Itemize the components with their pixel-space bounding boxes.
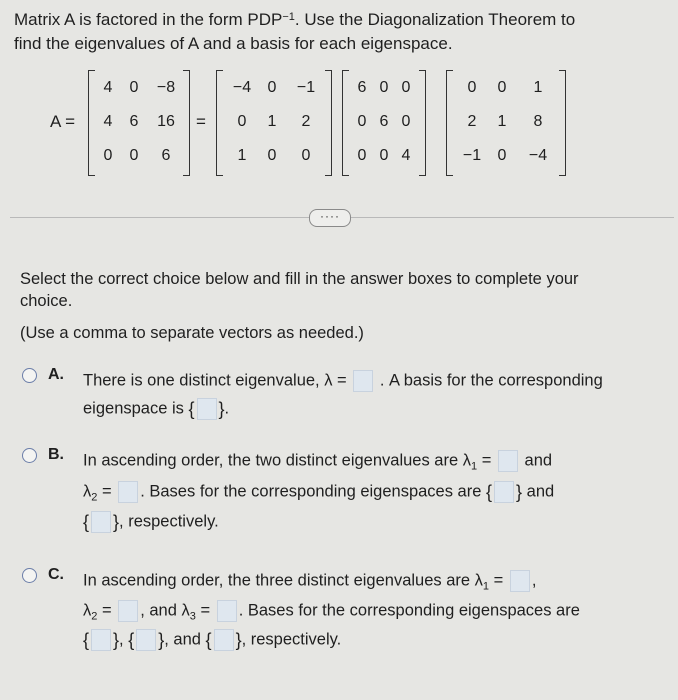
- matrix-cell: 0: [237, 113, 247, 130]
- choice-a-text: There is one distinct eigenvalue, λ =: [83, 371, 347, 390]
- choice-c-text: =: [195, 601, 211, 620]
- matrix-cell: 16: [157, 113, 175, 130]
- matrix-cell: 0: [379, 147, 389, 164]
- question-line2: find the eigenvalues of A and a basis for each eigenspace.: [14, 34, 453, 53]
- matrix-p: [216, 70, 332, 174]
- matrix-cell: 6: [161, 147, 171, 164]
- matrix-cell: 0: [497, 79, 507, 96]
- subscript: 3: [189, 610, 196, 623]
- matrix-cell: 0: [129, 79, 139, 96]
- subscript: 2: [91, 491, 98, 504]
- choice-a[interactable]: [20, 366, 670, 426]
- choice-a-letter: A.: [48, 366, 64, 383]
- choice-c-text: , respectively.: [241, 630, 342, 649]
- choice-c-lambda3-input[interactable]: [217, 600, 237, 622]
- choice-a-text: .: [224, 399, 230, 418]
- choice-b-text: λ: [83, 482, 92, 501]
- choice-b-text: , respectively.: [119, 512, 219, 531]
- brace-icon: }: [158, 629, 165, 650]
- choice-b[interactable]: [20, 446, 670, 538]
- choice-c-basis3-input[interactable]: [214, 629, 234, 651]
- matrix-cell: 2: [467, 113, 477, 130]
- choice-b-text: In ascending order, the two distinct eigenvalues are λ: [83, 451, 471, 470]
- matrix-equation: [0, 70, 678, 190]
- matrix-cell: 0: [467, 79, 477, 96]
- brace-icon: }: [516, 481, 523, 502]
- subscript: 2: [91, 610, 98, 623]
- choice-a-text: . A basis for the corresponding: [379, 371, 603, 390]
- choice-b-text: and: [526, 482, 555, 501]
- question-text: [14, 8, 674, 56]
- choice-c-lambda2-input[interactable]: [118, 600, 138, 622]
- matrix-cell: 1: [533, 79, 543, 96]
- choice-b-basis1-input[interactable]: [494, 481, 514, 503]
- matrix-cell: 0: [357, 113, 367, 130]
- matrix-cell: 8: [533, 113, 543, 130]
- choice-c-text: =: [489, 571, 504, 590]
- choice-a-basis-input[interactable]: [197, 398, 217, 420]
- matrix-cell: 0: [401, 79, 411, 96]
- matrix-cell: −1: [296, 79, 316, 96]
- choice-b-text: and: [524, 451, 553, 470]
- choice-b-radio[interactable]: [22, 448, 37, 463]
- choice-b-text: =: [477, 451, 492, 470]
- subscript: 1: [482, 580, 490, 593]
- choice-c-text: , and λ: [140, 601, 190, 620]
- choice-b-text: . Bases for the corresponding eigenspaces are: [140, 482, 482, 501]
- choice-c-text: λ: [83, 601, 92, 620]
- choice-a-eigenvalue-input[interactable]: [353, 370, 373, 392]
- equals-sign: =: [196, 112, 206, 131]
- matrix-cell: −4: [528, 147, 548, 164]
- brace-icon: {: [188, 398, 195, 419]
- instructions-line1: Select the correct choice below and fill in the answer boxes to complete your: [20, 270, 579, 288]
- brace-icon: }: [113, 511, 120, 532]
- matrix-cell: 6: [379, 113, 389, 130]
- brace-icon: {: [486, 481, 493, 502]
- inverse-superscript: −1: [282, 11, 295, 23]
- matrix-cell: 4: [103, 113, 113, 130]
- choice-c-text: In ascending order, the three distinct eigenvalues are λ: [83, 571, 483, 590]
- matrix-cell: 4: [401, 147, 411, 164]
- matrix-cell: −8: [156, 79, 176, 96]
- matrix-cell: −1: [462, 147, 482, 164]
- choice-b-letter: B.: [48, 446, 64, 463]
- question-part2: . Use the Diagonalization Theorem to: [294, 10, 576, 29]
- choice-c-text: ,: [119, 630, 124, 649]
- choice-b-lambda1-input[interactable]: [498, 450, 518, 472]
- choice-c-text: =: [97, 601, 112, 620]
- choice-a-text: eigenspace is: [83, 399, 184, 418]
- matrix-cell: −4: [232, 79, 252, 96]
- matrix-cell: 0: [357, 147, 367, 164]
- brace-icon: {: [83, 629, 90, 650]
- choice-c-radio[interactable]: [22, 568, 37, 583]
- matrix-cell: 0: [129, 147, 139, 164]
- choice-b-basis2-input[interactable]: [91, 511, 111, 533]
- instructions-line2: choice.: [20, 292, 73, 310]
- matrix-cell: 2: [301, 113, 311, 130]
- matrix-a: [88, 70, 190, 174]
- choice-a-radio[interactable]: [22, 368, 37, 383]
- choice-c-basis1-input[interactable]: [91, 629, 111, 651]
- matrix-cell: 1: [237, 147, 247, 164]
- choice-c-text: ,: [531, 571, 537, 590]
- matrix-cell: 0: [103, 147, 113, 164]
- brace-icon: }: [113, 629, 120, 650]
- matrix-cell: 1: [267, 113, 277, 130]
- brace-icon: }: [235, 629, 242, 650]
- matrix-cell: 0: [301, 147, 311, 164]
- choice-c-text: . Bases for the corresponding eigenspaces are: [238, 601, 580, 620]
- brace-icon: {: [83, 511, 90, 532]
- subscript: 1: [470, 460, 478, 473]
- instructions: [20, 268, 670, 312]
- matrix-cell: 1: [497, 113, 507, 130]
- matrix-cell: 0: [497, 147, 507, 164]
- choice-c-lambda1-input[interactable]: [510, 570, 530, 592]
- matrix-cell: 6: [357, 79, 367, 96]
- expand-more-button[interactable]: ····: [309, 209, 351, 227]
- choice-c-text: , and: [164, 630, 201, 649]
- matrix-cell: 0: [401, 113, 411, 130]
- matrix-cell: 0: [267, 79, 277, 96]
- matrix-cell: 4: [103, 79, 113, 96]
- matrix-cell: 0: [379, 79, 389, 96]
- choice-b-lambda2-input[interactable]: [118, 481, 138, 503]
- matrix-a-label: A =: [50, 112, 76, 131]
- choice-c-basis2-input[interactable]: [136, 629, 156, 651]
- matrix-cell: 0: [267, 147, 277, 164]
- brace-icon: {: [205, 629, 212, 650]
- matrix-cell: 6: [129, 113, 139, 130]
- matrix-p-inverse: [446, 70, 566, 174]
- instructions-hint: (Use a comma to separate vectors as needed.): [20, 324, 364, 342]
- question-part1: Matrix A is factored in the form PDP: [14, 10, 283, 29]
- choice-b-text: =: [97, 482, 112, 501]
- matrix-d: [342, 70, 426, 174]
- choice-c[interactable]: [20, 566, 670, 666]
- brace-icon: {: [128, 629, 135, 650]
- brace-icon: }: [218, 398, 225, 419]
- choice-c-letter: C.: [48, 566, 64, 583]
